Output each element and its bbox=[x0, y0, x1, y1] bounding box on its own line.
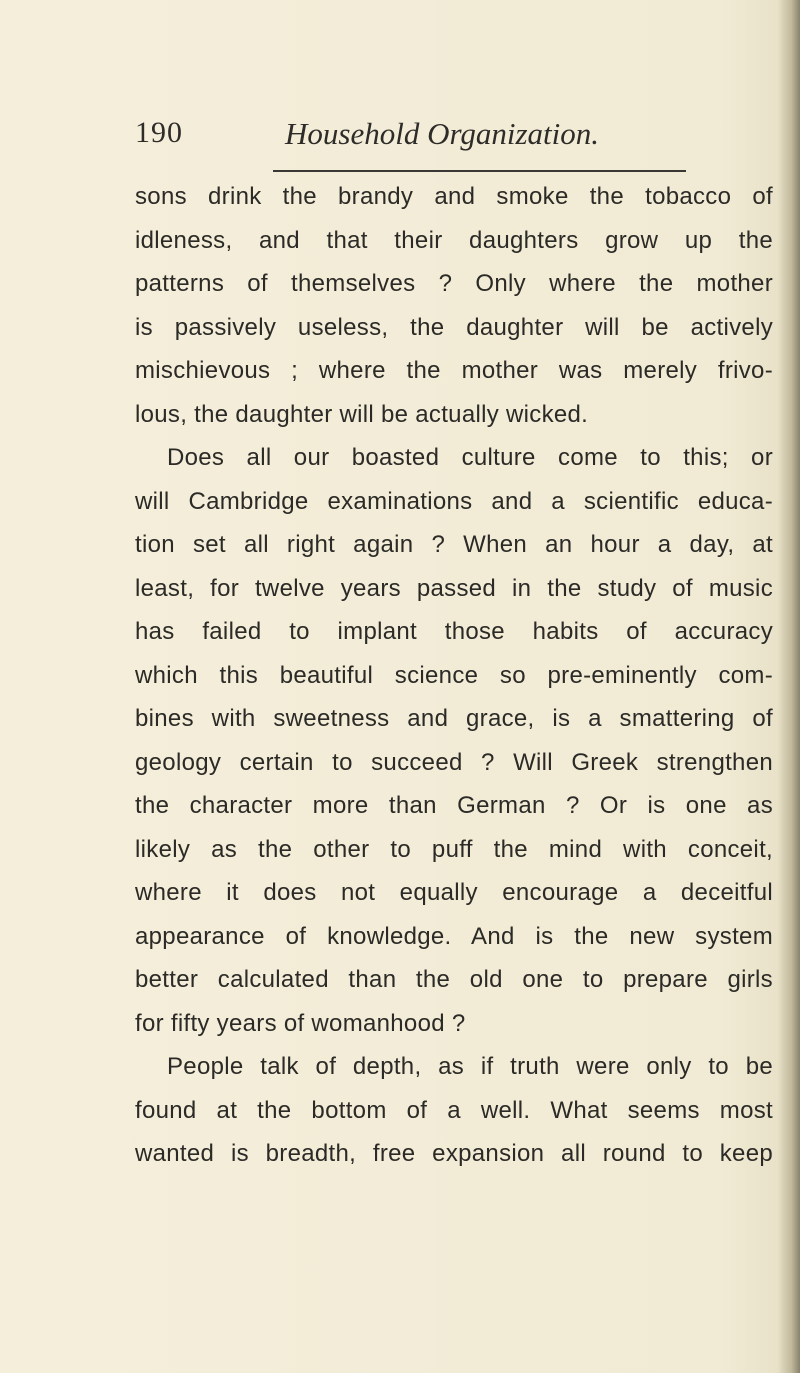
text-line: will Cambridge examinations and a scientific educa- bbox=[135, 487, 773, 515]
running-head bbox=[135, 116, 775, 156]
text-line: found at the bottom of a well. What seems most bbox=[135, 1096, 773, 1124]
text-line: tion set all right again ? When an hour a day, at bbox=[135, 531, 773, 558]
text-line: least, for twelve years passed in the study of music bbox=[135, 574, 773, 602]
text-line: has failed to implant those habits of accuracy bbox=[135, 618, 773, 645]
text-line: patterns of themselves ? Only where the mother bbox=[135, 270, 773, 297]
text-line: where it does not equally encourage a deceitful bbox=[135, 879, 773, 906]
text-line: likely as the other to puff the mind with conceit, bbox=[135, 835, 773, 863]
text-line: People talk of depth, as if truth were only to be bbox=[167, 1053, 773, 1080]
running-title: Household Organization. bbox=[285, 116, 600, 151]
text-line: mischievous ; where the mother was merely frivo- bbox=[135, 357, 773, 384]
text-line: appearance of knowledge. And is the new system bbox=[135, 922, 773, 950]
text-line: which this beautiful science so pre-eminently com- bbox=[135, 661, 773, 689]
header-rule bbox=[273, 170, 686, 172]
text-line: better calculated than the old one to prepare girls bbox=[135, 966, 773, 993]
text-line: Does all our boasted culture come to this; or bbox=[167, 444, 773, 471]
text-line: for fifty years of womanhood ? bbox=[135, 1009, 466, 1037]
body-text bbox=[135, 175, 773, 1176]
text-line: is passively useless, the daughter will be actively bbox=[135, 313, 773, 341]
text-line: lous, the daughter will be actually wicked. bbox=[135, 400, 589, 428]
text-line: idleness, and that their daughters grow up the bbox=[135, 226, 773, 254]
page-number: 190 bbox=[135, 116, 183, 149]
text-line: bines with sweetness and grace, is a smattering of bbox=[135, 705, 773, 732]
text-line: the character more than German ? Or is one as bbox=[135, 792, 773, 819]
text-line: sons drink the brandy and smoke the tobacco of bbox=[135, 183, 773, 210]
page-edge-shadow bbox=[778, 0, 800, 1373]
text-line: wanted is breadth, free expansion all round to keep bbox=[135, 1140, 773, 1167]
text-line: geology certain to succeed ? Will Greek strengthen bbox=[135, 748, 773, 776]
